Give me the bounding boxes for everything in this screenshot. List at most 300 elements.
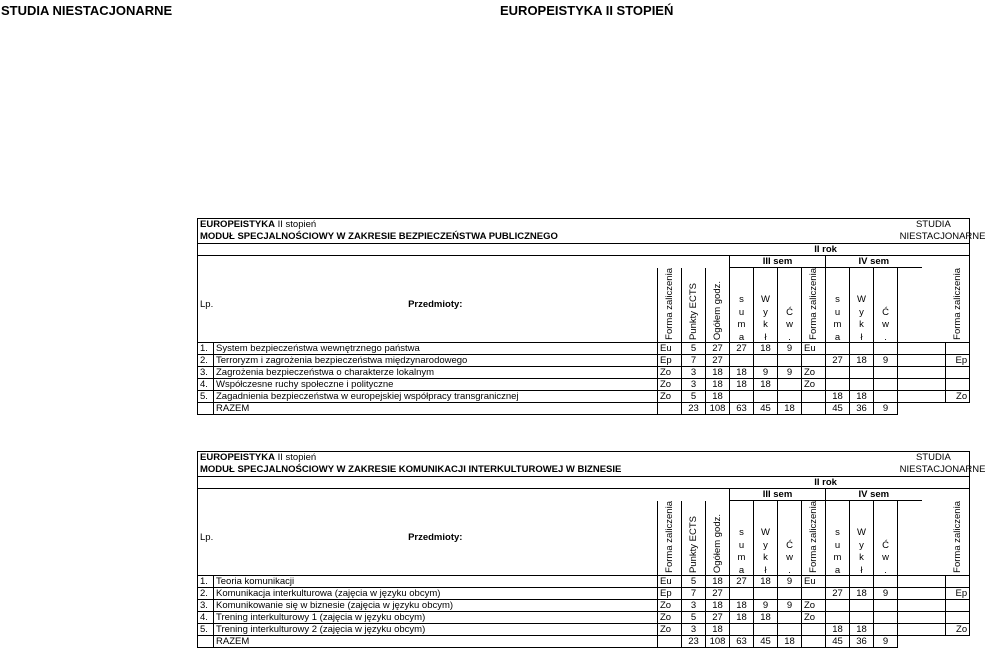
- row-sem3-suma: 18: [730, 600, 754, 612]
- row-sem3-wykl: [754, 391, 778, 403]
- ects-header: [682, 501, 706, 576]
- table-row: [198, 367, 970, 379]
- row-sem4-suma: [826, 612, 850, 624]
- curriculum-table: [197, 451, 985, 648]
- row-sem3-cw: [778, 379, 802, 391]
- row-sem4-forma: Zo: [946, 391, 970, 403]
- row-sem4-forma: [946, 612, 970, 624]
- sem4-forma-header: [946, 268, 970, 343]
- sem3-wykl-header-letter: y: [763, 306, 768, 318]
- sem4-cw-header-letter: Ć: [882, 539, 889, 551]
- row-sem3-cw: 9: [778, 343, 802, 355]
- row-lp: 5.: [198, 624, 214, 636]
- razem-spacer: [922, 403, 946, 415]
- row-subject: Trening interkulturowy 1 (zajęcia w języku obcym): [214, 612, 658, 624]
- row-sem3-forma: Eu: [802, 576, 826, 588]
- ogolem-header: [706, 501, 730, 576]
- sem4-wykl-header-letter: k: [859, 552, 864, 564]
- row-ects: 3: [682, 624, 706, 636]
- row-spacer: [922, 343, 946, 355]
- sem4-wykl-header-letter: y: [859, 539, 864, 551]
- niestacjonarne-label: NIESTACJONARNE: [899, 464, 985, 476]
- row-sem3-cw: [778, 624, 802, 636]
- header-spacer: [922, 477, 970, 489]
- sem4-suma-header-letter: m: [833, 319, 842, 331]
- row-sem3-suma: [730, 391, 754, 403]
- row-sem4-suma: [826, 600, 850, 612]
- row-subject: Terroryzm i zagrożenia bezpieczeństwa międzynarodowego: [214, 355, 658, 367]
- subjects-header: Przedmioty:: [214, 268, 658, 343]
- row-sem4-suma: 18: [826, 624, 850, 636]
- row-sem4-suma: 27: [826, 588, 850, 600]
- sem4-cw-header-letter: .: [884, 331, 887, 343]
- row-sem4-suma: [826, 379, 850, 391]
- row-ogolem: 18: [706, 379, 730, 391]
- program-level: II stopień: [274, 219, 317, 231]
- row-spacer: [922, 600, 946, 612]
- row-sem3-forma: Zo: [802, 367, 826, 379]
- sem4-cw-header-letter: w: [882, 319, 889, 331]
- row-sem4-wykl: [850, 343, 874, 355]
- razem-sem3-suma: 63: [730, 636, 754, 648]
- sem3-forma-header-text: Forma zaliczenia: [807, 268, 819, 340]
- year-label: II rok: [730, 477, 922, 489]
- row-sem4-cw: [874, 600, 898, 612]
- header-spacer: [922, 501, 946, 576]
- sem3-cw-header-letter: Ć: [786, 306, 793, 318]
- row-spacer: [922, 588, 946, 600]
- row-spacer: [898, 612, 922, 624]
- row-sem4-cw: [874, 391, 898, 403]
- row-lp: 1.: [198, 576, 214, 588]
- sem4-suma-header-letter: a: [834, 564, 841, 576]
- row-forma: Zo: [658, 624, 682, 636]
- sem4-forma-header-text: Forma zaliczenia: [951, 268, 963, 340]
- sem3-wykl-header-letter: k: [763, 552, 768, 564]
- razem-row: [198, 403, 970, 415]
- row-sem4-suma: [826, 367, 850, 379]
- row-sem4-forma: [946, 367, 970, 379]
- row-sem4-cw: 9: [874, 355, 898, 367]
- table-row: [198, 600, 970, 612]
- row-ects: 5: [682, 576, 706, 588]
- row-forma: Zo: [658, 367, 682, 379]
- row-sem3-cw: [778, 612, 802, 624]
- row-sem3-wykl: [754, 355, 778, 367]
- razem-lp: [198, 636, 214, 648]
- row-sem4-cw: [874, 379, 898, 391]
- header-spacer: [922, 256, 970, 268]
- row-spacer: [922, 576, 946, 588]
- row-forma: Eu: [658, 576, 682, 588]
- row-subject: Zagrożenia bezpieczeństwa o charakterze lokalnym: [214, 367, 658, 379]
- ects-header: [682, 268, 706, 343]
- row-ogolem: 18: [706, 367, 730, 379]
- row-sem4-cw: [874, 343, 898, 355]
- row-sem4-wykl: [850, 379, 874, 391]
- row-sem4-cw: [874, 367, 898, 379]
- niestacjonarne-label: NIESTACJONARNE: [899, 231, 985, 243]
- sem4-wykl-header-letter: k: [859, 319, 864, 331]
- table-row: [198, 576, 970, 588]
- row-sem3-wykl: 18: [754, 612, 778, 624]
- sem4-wykl-header-letter: W: [857, 527, 866, 539]
- razem-sem3-cw: 18: [778, 636, 802, 648]
- sem4-suma-header-letter: a: [834, 331, 841, 343]
- row-forma: Ep: [658, 588, 682, 600]
- row-subject: Zagadnienia bezpieczeństwa w europejskiej współpracy transgranicznej: [214, 391, 658, 403]
- row-sem3-forma: [802, 588, 826, 600]
- row-sem3-suma: 27: [730, 576, 754, 588]
- razem-ogolem: 108: [706, 403, 730, 415]
- forma-header: [658, 268, 682, 343]
- sem3-suma-header: [730, 501, 754, 576]
- row-spacer: [898, 367, 922, 379]
- table-row: [198, 355, 970, 367]
- studia-label: STUDIA: [898, 219, 970, 232]
- sem3-suma-header-letter: u: [738, 306, 745, 318]
- razem-ects: 23: [682, 636, 706, 648]
- razem-spacer: [946, 403, 970, 415]
- sem3-forma-header: [802, 501, 826, 576]
- row-forma: Zo: [658, 391, 682, 403]
- row-spacer: [922, 391, 946, 403]
- sem3-forma-header: [802, 268, 826, 343]
- row-sem3-cw: 9: [778, 576, 802, 588]
- row-spacer: [922, 624, 946, 636]
- sem3-wykl-header-letter: k: [763, 319, 768, 331]
- row-lp: 3.: [198, 367, 214, 379]
- row-lp: 2.: [198, 355, 214, 367]
- row-spacer: [922, 367, 946, 379]
- row-spacer: [898, 576, 922, 588]
- lp-header: Lp.: [198, 268, 214, 343]
- row-sem3-wykl: 18: [754, 576, 778, 588]
- row-sem3-forma: [802, 355, 826, 367]
- forma-header-text: Forma zaliczenia: [663, 268, 675, 340]
- razem-sem3-suma: 63: [730, 403, 754, 415]
- year-label: II rok: [730, 244, 922, 256]
- row-sem3-cw: 9: [778, 600, 802, 612]
- sem4-cw-header: [874, 501, 898, 576]
- row-spacer: [898, 355, 922, 367]
- header-spacer: [198, 256, 730, 268]
- table-row: [198, 343, 970, 355]
- row-sem4-wykl: [850, 612, 874, 624]
- sem3-wykl-header-letter: ł: [764, 564, 767, 576]
- row-sem3-forma: Zo: [802, 600, 826, 612]
- header-spacer: [198, 244, 730, 256]
- sem4-label: IV sem: [826, 256, 922, 268]
- subjects-header: Przedmioty:: [214, 501, 658, 576]
- row-sem4-forma: [946, 343, 970, 355]
- razem-row: [198, 636, 970, 648]
- row-sem3-suma: 18: [730, 367, 754, 379]
- row-spacer: [898, 588, 922, 600]
- page-right-title: EUROPEISTYKA II STOPIEŃ: [500, 3, 674, 18]
- row-ogolem: 27: [706, 612, 730, 624]
- row-forma: Zo: [658, 612, 682, 624]
- table-row: [198, 379, 970, 391]
- row-sem3-suma: 18: [730, 379, 754, 391]
- sem4-suma-header-letter: s: [835, 294, 840, 306]
- lp-header: Lp.: [198, 501, 214, 576]
- sem4-forma-header-text: Forma zaliczenia: [951, 501, 963, 573]
- row-sem4-suma: [826, 576, 850, 588]
- sem3-suma-header-letter: m: [737, 319, 746, 331]
- sem4-suma-header: [826, 268, 850, 343]
- forma-header: [658, 501, 682, 576]
- razem-sem3-cw: 18: [778, 403, 802, 415]
- row-sem4-cw: [874, 576, 898, 588]
- sem4-cw-header: [874, 268, 898, 343]
- row-spacer: [898, 379, 922, 391]
- sem3-label: III sem: [730, 256, 826, 268]
- razem-ogolem: 108: [706, 636, 730, 648]
- program-name: EUROPEISTYKA: [200, 452, 275, 464]
- sem3-suma-header-letter: a: [738, 564, 745, 576]
- row-ects: 3: [682, 600, 706, 612]
- header-spacer: [922, 244, 970, 256]
- row-sem3-forma: [802, 391, 826, 403]
- header-spacer: [198, 489, 730, 501]
- program-name: EUROPEISTYKA: [200, 219, 275, 231]
- ogolem-header-text: Ogółem godz.: [711, 280, 723, 340]
- razem-sem4-suma: 45: [826, 636, 850, 648]
- row-sem4-suma: 18: [826, 391, 850, 403]
- row-sem4-suma: 27: [826, 355, 850, 367]
- studia-label: STUDIA: [898, 452, 970, 465]
- sem4-suma-header-letter: m: [833, 552, 842, 564]
- row-sem3-forma: [802, 624, 826, 636]
- row-sem4-forma: [946, 379, 970, 391]
- program-title: [198, 452, 898, 465]
- row-ects: 7: [682, 588, 706, 600]
- razem-ects: 23: [682, 403, 706, 415]
- sem3-suma-header-letter: a: [738, 331, 745, 343]
- row-forma: Zo: [658, 379, 682, 391]
- razem-sem3-forma: [802, 636, 826, 648]
- sem4-wykl-header-letter: ł: [860, 331, 863, 343]
- sem3-wykl-header-letter: ł: [764, 331, 767, 343]
- row-sem4-wykl: [850, 576, 874, 588]
- razem-forma: [658, 403, 682, 415]
- row-sem3-wykl: [754, 624, 778, 636]
- row-spacer: [898, 391, 922, 403]
- row-lp: 5.: [198, 391, 214, 403]
- row-ogolem: 27: [706, 588, 730, 600]
- row-lp: 1.: [198, 343, 214, 355]
- row-ogolem: 18: [706, 600, 730, 612]
- row-ects: 3: [682, 367, 706, 379]
- row-sem3-forma: Zo: [802, 379, 826, 391]
- sem4-suma-header-letter: u: [834, 539, 841, 551]
- sem4-suma-header-letter: s: [835, 527, 840, 539]
- row-forma: Eu: [658, 343, 682, 355]
- row-sem4-wykl: [850, 600, 874, 612]
- row-subject: Współczesne ruchy społeczne i polityczne: [214, 379, 658, 391]
- sem4-label: IV sem: [826, 489, 922, 501]
- sem3-suma-header-letter: u: [738, 539, 745, 551]
- row-subject: System bezpieczeństwa wewnętrznego państwa: [214, 343, 658, 355]
- ects-header-text: Punkty ECTS: [687, 515, 699, 573]
- row-sem3-wykl: 18: [754, 379, 778, 391]
- sem3-cw-header-letter: .: [788, 564, 791, 576]
- sem4-wykl-header-letter: y: [859, 306, 864, 318]
- module-title: MODUŁ SPECJALNOŚCIOWY W ZAKRESIE BEZPIECZEŃSTWA PUBLICZNEGO: [198, 231, 898, 244]
- program-title: [198, 219, 898, 232]
- row-sem3-cw: 9: [778, 367, 802, 379]
- row-spacer: [922, 612, 946, 624]
- sem3-wykl-header-letter: W: [761, 294, 770, 306]
- row-ogolem: 27: [706, 343, 730, 355]
- row-sem4-cw: [874, 624, 898, 636]
- row-lp: 2.: [198, 588, 214, 600]
- ogolem-header: [706, 268, 730, 343]
- row-ects: 3: [682, 379, 706, 391]
- sem3-wykl-header-letter: y: [763, 539, 768, 551]
- sem3-cw-header-letter: w: [786, 319, 793, 331]
- header-spacer: [198, 477, 730, 489]
- row-spacer: [922, 355, 946, 367]
- razem-sem3-wykl: 45: [754, 636, 778, 648]
- row-subject: Teoria komunikacji: [214, 576, 658, 588]
- sem3-cw-header: [778, 268, 802, 343]
- row-sem3-cw: [778, 355, 802, 367]
- header-spacer: [898, 268, 922, 343]
- page-left-title: STUDIA NIESTACJONARNE: [1, 3, 173, 18]
- sem3-suma-header-letter: s: [739, 527, 744, 539]
- sem3-wykl-header: [754, 268, 778, 343]
- row-sem4-wykl: 18: [850, 391, 874, 403]
- razem-forma: [658, 636, 682, 648]
- sem3-forma-header-text: Forma zaliczenia: [807, 501, 819, 573]
- sem4-cw-header-letter: Ć: [882, 306, 889, 318]
- row-forma: Ep: [658, 355, 682, 367]
- curriculum-table: [197, 218, 985, 415]
- row-sem4-wykl: 18: [850, 588, 874, 600]
- sem3-cw-header-letter: w: [786, 552, 793, 564]
- row-spacer: [898, 624, 922, 636]
- sem3-label: III sem: [730, 489, 826, 501]
- sem4-wykl-header-letter: ł: [860, 564, 863, 576]
- row-sem3-cw: [778, 391, 802, 403]
- header-spacer: [922, 489, 970, 501]
- row-sem3-wykl: 9: [754, 367, 778, 379]
- row-spacer: [898, 343, 922, 355]
- row-sem3-suma: [730, 588, 754, 600]
- row-ogolem: 27: [706, 355, 730, 367]
- sem3-wykl-header: [754, 501, 778, 576]
- sem3-cw-header: [778, 501, 802, 576]
- row-spacer: [898, 600, 922, 612]
- sem4-cw-header-letter: .: [884, 564, 887, 576]
- sem4-forma-header: [946, 501, 970, 576]
- row-sem4-cw: 9: [874, 588, 898, 600]
- row-ogolem: 18: [706, 391, 730, 403]
- row-sem4-forma: [946, 576, 970, 588]
- razem-sem4-wykl: 36: [850, 403, 874, 415]
- row-sem4-forma: [946, 600, 970, 612]
- header-spacer: [898, 501, 922, 576]
- sem4-suma-header: [826, 501, 850, 576]
- row-sem3-suma: 27: [730, 343, 754, 355]
- razem-sem3-forma: [802, 403, 826, 415]
- sem4-suma-header-letter: u: [834, 306, 841, 318]
- header-spacer: [922, 268, 946, 343]
- razem-lp: [198, 403, 214, 415]
- row-subject: Trening interkulturowy 2 (zajęcia w języku obcym): [214, 624, 658, 636]
- row-sem4-forma: Ep: [946, 588, 970, 600]
- table-row: [198, 624, 970, 636]
- ogolem-header-text: Ogółem godz.: [711, 513, 723, 573]
- razem-sem4-cw: 9: [874, 403, 898, 415]
- sem3-suma-header-letter: m: [737, 552, 746, 564]
- razem-spacer: [898, 636, 922, 648]
- row-sem4-forma: Ep: [946, 355, 970, 367]
- razem-spacer: [922, 636, 946, 648]
- row-sem3-cw: [778, 588, 802, 600]
- row-sem4-wykl: [850, 367, 874, 379]
- program-level: II stopień: [274, 452, 317, 464]
- razem-sem4-wykl: 36: [850, 636, 874, 648]
- razem-sem3-wykl: 45: [754, 403, 778, 415]
- sem4-wykl-header: [850, 501, 874, 576]
- row-sem4-wykl: 18: [850, 355, 874, 367]
- razem-sem4-cw: 9: [874, 636, 898, 648]
- row-sem3-wykl: 9: [754, 600, 778, 612]
- row-ects: 5: [682, 391, 706, 403]
- row-spacer: [922, 379, 946, 391]
- row-sem3-suma: [730, 624, 754, 636]
- row-lp: 4.: [198, 379, 214, 391]
- table-row: [198, 391, 970, 403]
- sem4-cw-header-letter: w: [882, 552, 889, 564]
- sem3-suma-header: [730, 268, 754, 343]
- forma-header-text: Forma zaliczenia: [663, 501, 675, 573]
- sem3-cw-header-letter: Ć: [786, 539, 793, 551]
- sem3-cw-header-letter: .: [788, 331, 791, 343]
- row-sem4-forma: Zo: [946, 624, 970, 636]
- row-subject: Komunikacja interkulturowa (zajęcia w języku obcym): [214, 588, 658, 600]
- row-sem3-wykl: 18: [754, 343, 778, 355]
- module-title: MODUŁ SPECJALNOŚCIOWY W ZAKRESIE KOMUNIKACJI INTERKULTUROWEJ W BIZNESIE: [198, 464, 898, 477]
- row-lp: 3.: [198, 600, 214, 612]
- table-row: [198, 612, 970, 624]
- sem3-suma-header-letter: s: [739, 294, 744, 306]
- row-sem4-wykl: 18: [850, 624, 874, 636]
- row-sem4-cw: [874, 612, 898, 624]
- row-sem3-suma: [730, 355, 754, 367]
- row-forma: Zo: [658, 600, 682, 612]
- razem-spacer: [946, 636, 970, 648]
- row-ects: 5: [682, 343, 706, 355]
- row-sem3-forma: Zo: [802, 612, 826, 624]
- row-lp: 4.: [198, 612, 214, 624]
- razem-sem4-suma: 45: [826, 403, 850, 415]
- razem-label: RAZEM: [214, 636, 658, 648]
- table-row: [198, 588, 970, 600]
- sem4-wykl-header: [850, 268, 874, 343]
- row-sem3-wykl: [754, 588, 778, 600]
- row-sem4-suma: [826, 343, 850, 355]
- row-ogolem: 18: [706, 576, 730, 588]
- razem-label: RAZEM: [214, 403, 658, 415]
- razem-spacer: [898, 403, 922, 415]
- row-ects: 5: [682, 612, 706, 624]
- row-subject: Komunikowanie się w biznesie (zajęcia w języku obcym): [214, 600, 658, 612]
- row-sem3-suma: 18: [730, 612, 754, 624]
